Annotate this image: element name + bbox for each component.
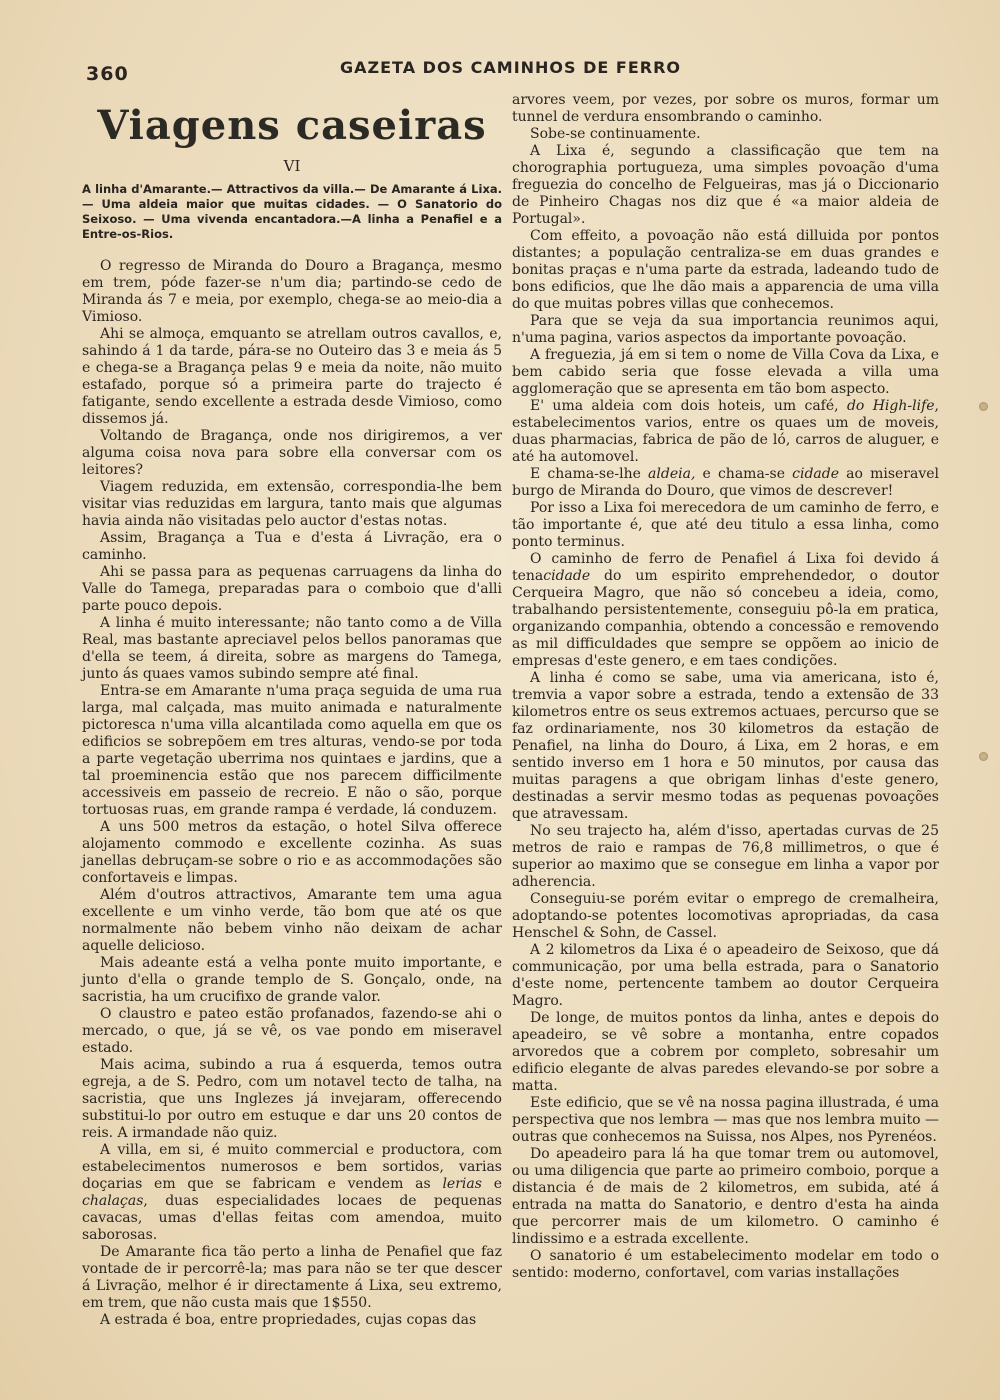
body-paragraph: O claustro e pateo estão profanados, fazendo-se ahi o mercado, o que, já se vê, os vae pondo em miseravel estado. bbox=[82, 1006, 502, 1056]
body-paragraph: Mais acima, subindo a rua á esquerda, temos outra egreja, a de S. Pedro, com um notavel tecto de talha, na sacristia, que uns Inglezes já invejaram, offerecendo substitui-lo por outro em estuque e dar uns 20 contos de reis. A irmandade não quiz. bbox=[82, 1057, 502, 1141]
chapter-number: VI bbox=[283, 157, 301, 175]
paper-hole-mark bbox=[979, 402, 988, 411]
body-paragraph: A villa, em si, é muito commercial e productora, com estabelecimentos numerosos e bem sortidos, varias doçarias em que se fabricam e vendem as lerias e chalaças, duas especialidades locaes de pequenas cavacas, umas d'ellas feitas com amendoa, muito saborosas. bbox=[82, 1142, 502, 1243]
body-paragraph: Sobe-se continuamente. bbox=[530, 126, 701, 142]
body-paragraph: Do apeadeiro para lá ha que tomar trem ou automovel, ou uma diligencia que parte ao primeiro comboio, porque a distancia é de mais de 2 kilometros, em subida, até á entrada na matta do Sanatorio, e dentro d'esta ha ainda que percorrer mais de um kilometro. O caminho é lindissimo e a estrada excellente. bbox=[512, 1146, 939, 1247]
page-number: 360 bbox=[86, 63, 129, 85]
body-paragraph: O caminho de ferro de Penafiel á Lixa foi devido á tenacidade do um espirito emprehendedor, o doutor Cerqueira Magro, que não só concebeu a ideia, como, trabalhando persistentemente, conseguiu pô-la em pratica, organizando companhia, obtendo a concessão e removendo as mil difficuldades que sempre se oppõem ao inicio de empresas d'este genero, e em taes condições. bbox=[512, 551, 939, 669]
body-paragraph: O sanatorio é um estabelecimento modelar em todo o sentido: moderno, confortavel, com varias installações bbox=[512, 1248, 939, 1281]
body-paragraph: A Lixa é, segundo a classificação que tem na chorographia portugueza, uma simples povoação d'uma freguezia do concelho de Felgueiras, mas já o Diccionario de Pinheiro Chagas nos diz que é «a maior aldeia de Portugal». bbox=[512, 143, 939, 227]
left-column bbox=[82, 100, 502, 1329]
body-paragraph: No seu trajecto ha, além d'isso, apertadas curvas de 25 metros de raio e rampas de 76,8 millimetros, o que é superior ao maximo que se consegue em linha a vapor por adherencia. bbox=[512, 823, 939, 890]
right-column bbox=[512, 92, 939, 1282]
body-paragraph: A 2 kilometros da Lixa é o apeadeiro de Seixoso, que dá communicação, por uma bella estrada, para o Sanatorio d'este nome, pertencente tambem ao doutor Cerqueira Magro. bbox=[512, 942, 939, 1009]
body-paragraph: Voltando de Bragança, onde nos dirigiremos, a ver alguma coisa nova para sobre ella conversar com os leitores? bbox=[82, 428, 502, 478]
body-paragraph: arvores veem, por vezes, por sobre os muros, formar um tunnel de verdura ensombrando o caminho. bbox=[512, 92, 939, 125]
body-paragraph: A linha é muito interessante; não tanto como a de Villa Real, mas bastante apreciavel pelos bellos panoramas que d'ella se teem, á direita, sobre as margens do Tamega, junto ás quaes vamos subindo sempre até final. bbox=[82, 615, 502, 682]
paper-hole-mark bbox=[979, 752, 988, 761]
body-paragraph: Conseguiu-se porém evitar o emprego de cremalheira, adoptando-se potentes locomotivas apropriadas, da casa Henschel & Sohn, de Cassel. bbox=[512, 891, 939, 941]
body-paragraph: Assim, Bragança a Tua e d'esta á Livração, era o caminho. bbox=[82, 530, 502, 563]
body-paragraph: O regresso de Miranda do Douro a Bragança, mesmo em trem, póde fazer-se n'um dia; partindo-se cedo de Miranda ás 7 e meia, por exemplo, chega-se ao meio-dia a Vimioso. bbox=[82, 258, 502, 325]
journal-title: GAZETA DOS CAMINHOS DE FERRO bbox=[340, 58, 682, 77]
body-paragraph: Mais adeante está a velha ponte muito importante, e junto d'ella o grande templo de S. Gonçalo, onde, na sacristia, ha um crucifixo de grande valor. bbox=[82, 955, 502, 1005]
body-paragraph: E chama-se-lhe aldeia, e chama-se cidade ao miseravel burgo de Miranda do Douro, que vimos de descrever! bbox=[512, 466, 940, 499]
body-paragraph: A linha é como se sabe, uma via americana, isto é, tremvia a vapor sobre a estrada, tendo a extensão de 33 kilometros entre os seus extremos actuaes, percurso que se faz ordinariamente, nos 30 kilometros da estação de Penafiel, na linha do Douro, á Lixa, em 2 horas, e em sentido inverso em 1 hora e 50 minutos, por causa das muitas paragens a que obrigam linhas d'este genero, destinadas a servir mesmo todas as pequenas povoações que atravessam. bbox=[512, 670, 939, 822]
left-column-body bbox=[82, 258, 502, 1329]
body-paragraph: E' uma aldeia com dois hoteis, um café, do High-life, estabelecimentos varios, entre os quaes um de moveis, duas pharmacias, fabrica de pão de ló, carros de aluguer, e até ha automovel. bbox=[512, 398, 939, 465]
body-paragraph: Ahi se almoça, emquanto se atrellam outros cavallos, e, sahindo á 1 da tarde, pára-se no Outeiro das 3 e meia ás 5 e chega-se a Bragança pelas 9 e meia da noite, não muito estafado, porque só a primeira parte do trajecto é fatigante, sendo excellente a estrada desde Vimioso, como dissemos já. bbox=[82, 326, 502, 427]
body-paragraph: Entra-se em Amarante n'uma praça seguida de uma rua larga, mal calçada, mas muito animada e naturalmente pictoresca n'uma villa alcantilada como aquella em que os edificios se sobrepõem em tres alturas, vendo-se por toda a parte vegetação uberrima nos quintaes e jardins, que a tal proeminencia estão que nos parecem difficilmente accessiveis em passeio de recreio. E não o são, porque tortuosas ruas, em grande rampa é verdade, lá conduzem. bbox=[82, 683, 502, 818]
body-paragraph: Este edificio, que se vê na nossa pagina illustrada, é uma perspectiva que nos lembra — mas que nos lembra muito — outras que conhecemos na Suissa, nos Alpes, nos Pyrenéos. bbox=[512, 1095, 939, 1145]
body-paragraph: De longe, de muitos pontos da linha, antes e depois do apeadeiro, se vê sobre a montanha, entre copados arvoredos que a cobrem por completo, sobresahir um edificio elegante de alvas paredes elevando-se por sobre a matta. bbox=[512, 1010, 939, 1094]
body-paragraph: A estrada é boa, entre propriedades, cujas copas das bbox=[100, 1312, 477, 1328]
article-title: Viagens caseiras bbox=[97, 102, 487, 149]
body-paragraph: Viagem reduzida, em extensão, correspondia-lhe bem visitar vias reduzidas em largura, tanto mais que algumas havia ainda não visitadas pelo auctor d'estas notas. bbox=[82, 479, 502, 529]
body-paragraph: A uns 500 metros da estação, o hotel Silva offerece alojamento commodo e excellente cozinha. As suas janellas debruçam-se sobre o rio e as accommodações são confortaveis e limpas. bbox=[82, 819, 502, 886]
body-paragraph: A freguezia, já em si tem o nome de Villa Cova da Lixa, e bem cabido seria que fosse elevada a villa uma agglomeração que se apresenta em tão bom aspecto. bbox=[512, 347, 939, 397]
body-paragraph: Por isso a Lixa foi merecedora de um caminho de ferro, e tão importante é, que até deu titulo a essa linha, como ponto terminus. bbox=[512, 500, 939, 550]
body-paragraph: Ahi se passa para as pequenas carruagens da linha do Valle do Tamega, preparadas para o comboio que d'alli parte pouco depois. bbox=[82, 564, 502, 614]
body-paragraph: Além d'outros attractivos, Amarante tem uma agua excellente e um vinho verde, tão bom que até os que normalmente não bebem vinho não deixam de achar aquelle delicioso. bbox=[82, 887, 502, 954]
body-paragraph: Para que se veja da sua importancia reunimos aqui, n'uma pagina, varios aspectos da importante povoação. bbox=[512, 313, 939, 346]
article-summary: A linha d'Amarante.— Attractivos da villa.— De Amarante á Lixa. — Uma aldeia maior que muitas cidades. — O Sanatorio do Seixoso. — Uma vivenda encantadora.—A linha a Penafiel e a Entre-os-Rios. bbox=[82, 182, 502, 241]
body-paragraph: De Amarante fica tão perto a linha de Penafiel que faz vontade de ir percorrê-la; mas para não se ter que descer á Livração, melhor é ir directamente á Lixa, seu extremo, em trem, que não custa mais que 1$550. bbox=[82, 1244, 502, 1311]
body-paragraph: Com effeito, a povoação não está dilluida por pontos distantes; a população centraliza-se em duas grandes e bonitas praças e n'uma parte da estrada, ladeando tudo de bons edificios, que lhe dão mais a apparencia de uma villa do que muitas pobres villas que conhecemos. bbox=[512, 228, 939, 312]
right-column-body bbox=[512, 92, 939, 1282]
